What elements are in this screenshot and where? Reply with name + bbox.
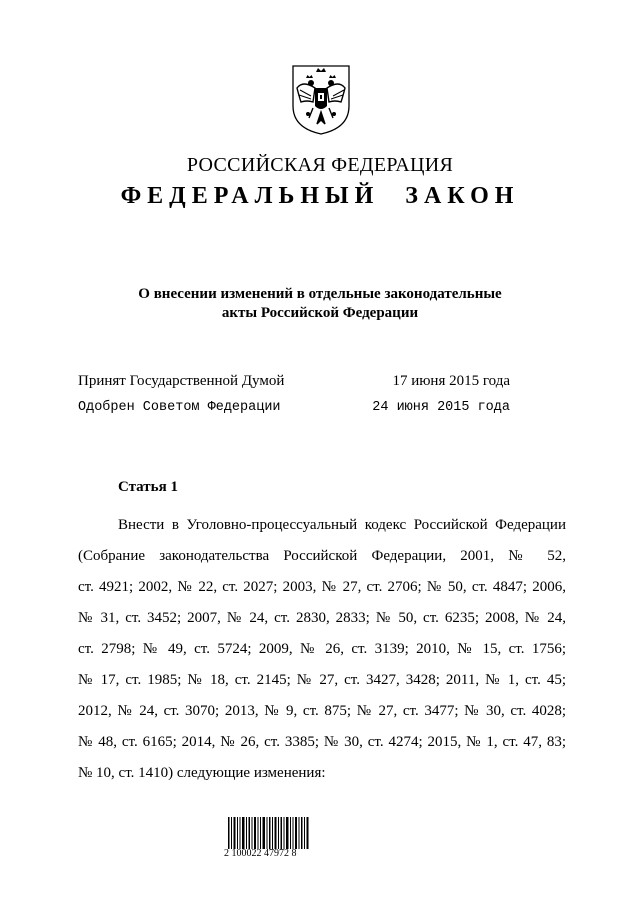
barcode-number: 2 100022 47972 8 [224,848,297,859]
article-line: № 10, ст. 1410) следующие изменения: [78,765,326,781]
article-line: № 31, ст. 3452; 2007, № 24, ст. 2830, 2833; № 50, ст. 6235; 2008, № 24, [78,610,566,626]
article-body [78,510,566,789]
article-line: № 48, ст. 6165; 2014, № 26, ст. 3385; № 30, ст. 4274; 2015, № 1, ст. 47, 83; [78,734,566,750]
adoption-date: 17 июня 2015 года [392,373,510,389]
article-heading: Статья 1 [118,479,178,495]
coat-of-arms-emblem [289,62,353,136]
country-name: РОССИЙСКАЯ ФЕДЕРАЦИЯ [186,154,454,176]
document-type-word-1: ФЕДЕРАЛЬНЫЙ [120,183,380,209]
document-type-heading [0,183,640,210]
article-line: (Собрание законодательства Российской Федерации, 2001, № 52, [78,548,566,564]
article-line: ст. 4921; 2002, № 22, ст. 2027; 2003, № 27, ст. 2706; № 50, ст. 4847; 2006, [78,579,566,595]
adoption-date: 24 июня 2015 года [372,400,510,415]
article-line: ст. 2798; № 49, ст. 5724; 2009, № 26, ст. 3139; 2010, № 15, ст. 1756; [78,641,566,657]
adoption-label: Одобрен Советом Федерации [78,400,281,415]
law-title [0,285,640,323]
article-line: 2012, № 24, ст. 3070; 2013, № 9, ст. 875; № 27, ст. 3477; № 30, ст. 4028; [78,703,566,719]
article-line: № 17, ст. 1985; № 18, ст. 2145; № 27, ст. 3427, 3428; 2011, № 1, ст. 45; [78,672,566,688]
barcode-image [228,817,310,849]
document-type-word-2: ЗАКОН [405,183,520,209]
article-line: Внести в Уголовно-процессуальный кодекс Российской Федерации [118,517,566,533]
law-title-line-2: акты Российской Федерации [221,305,419,321]
adoption-label: Принят Государственной Думой [78,373,285,389]
law-title-line-1: О внесении изменений в отдельные законодательные [138,286,502,302]
